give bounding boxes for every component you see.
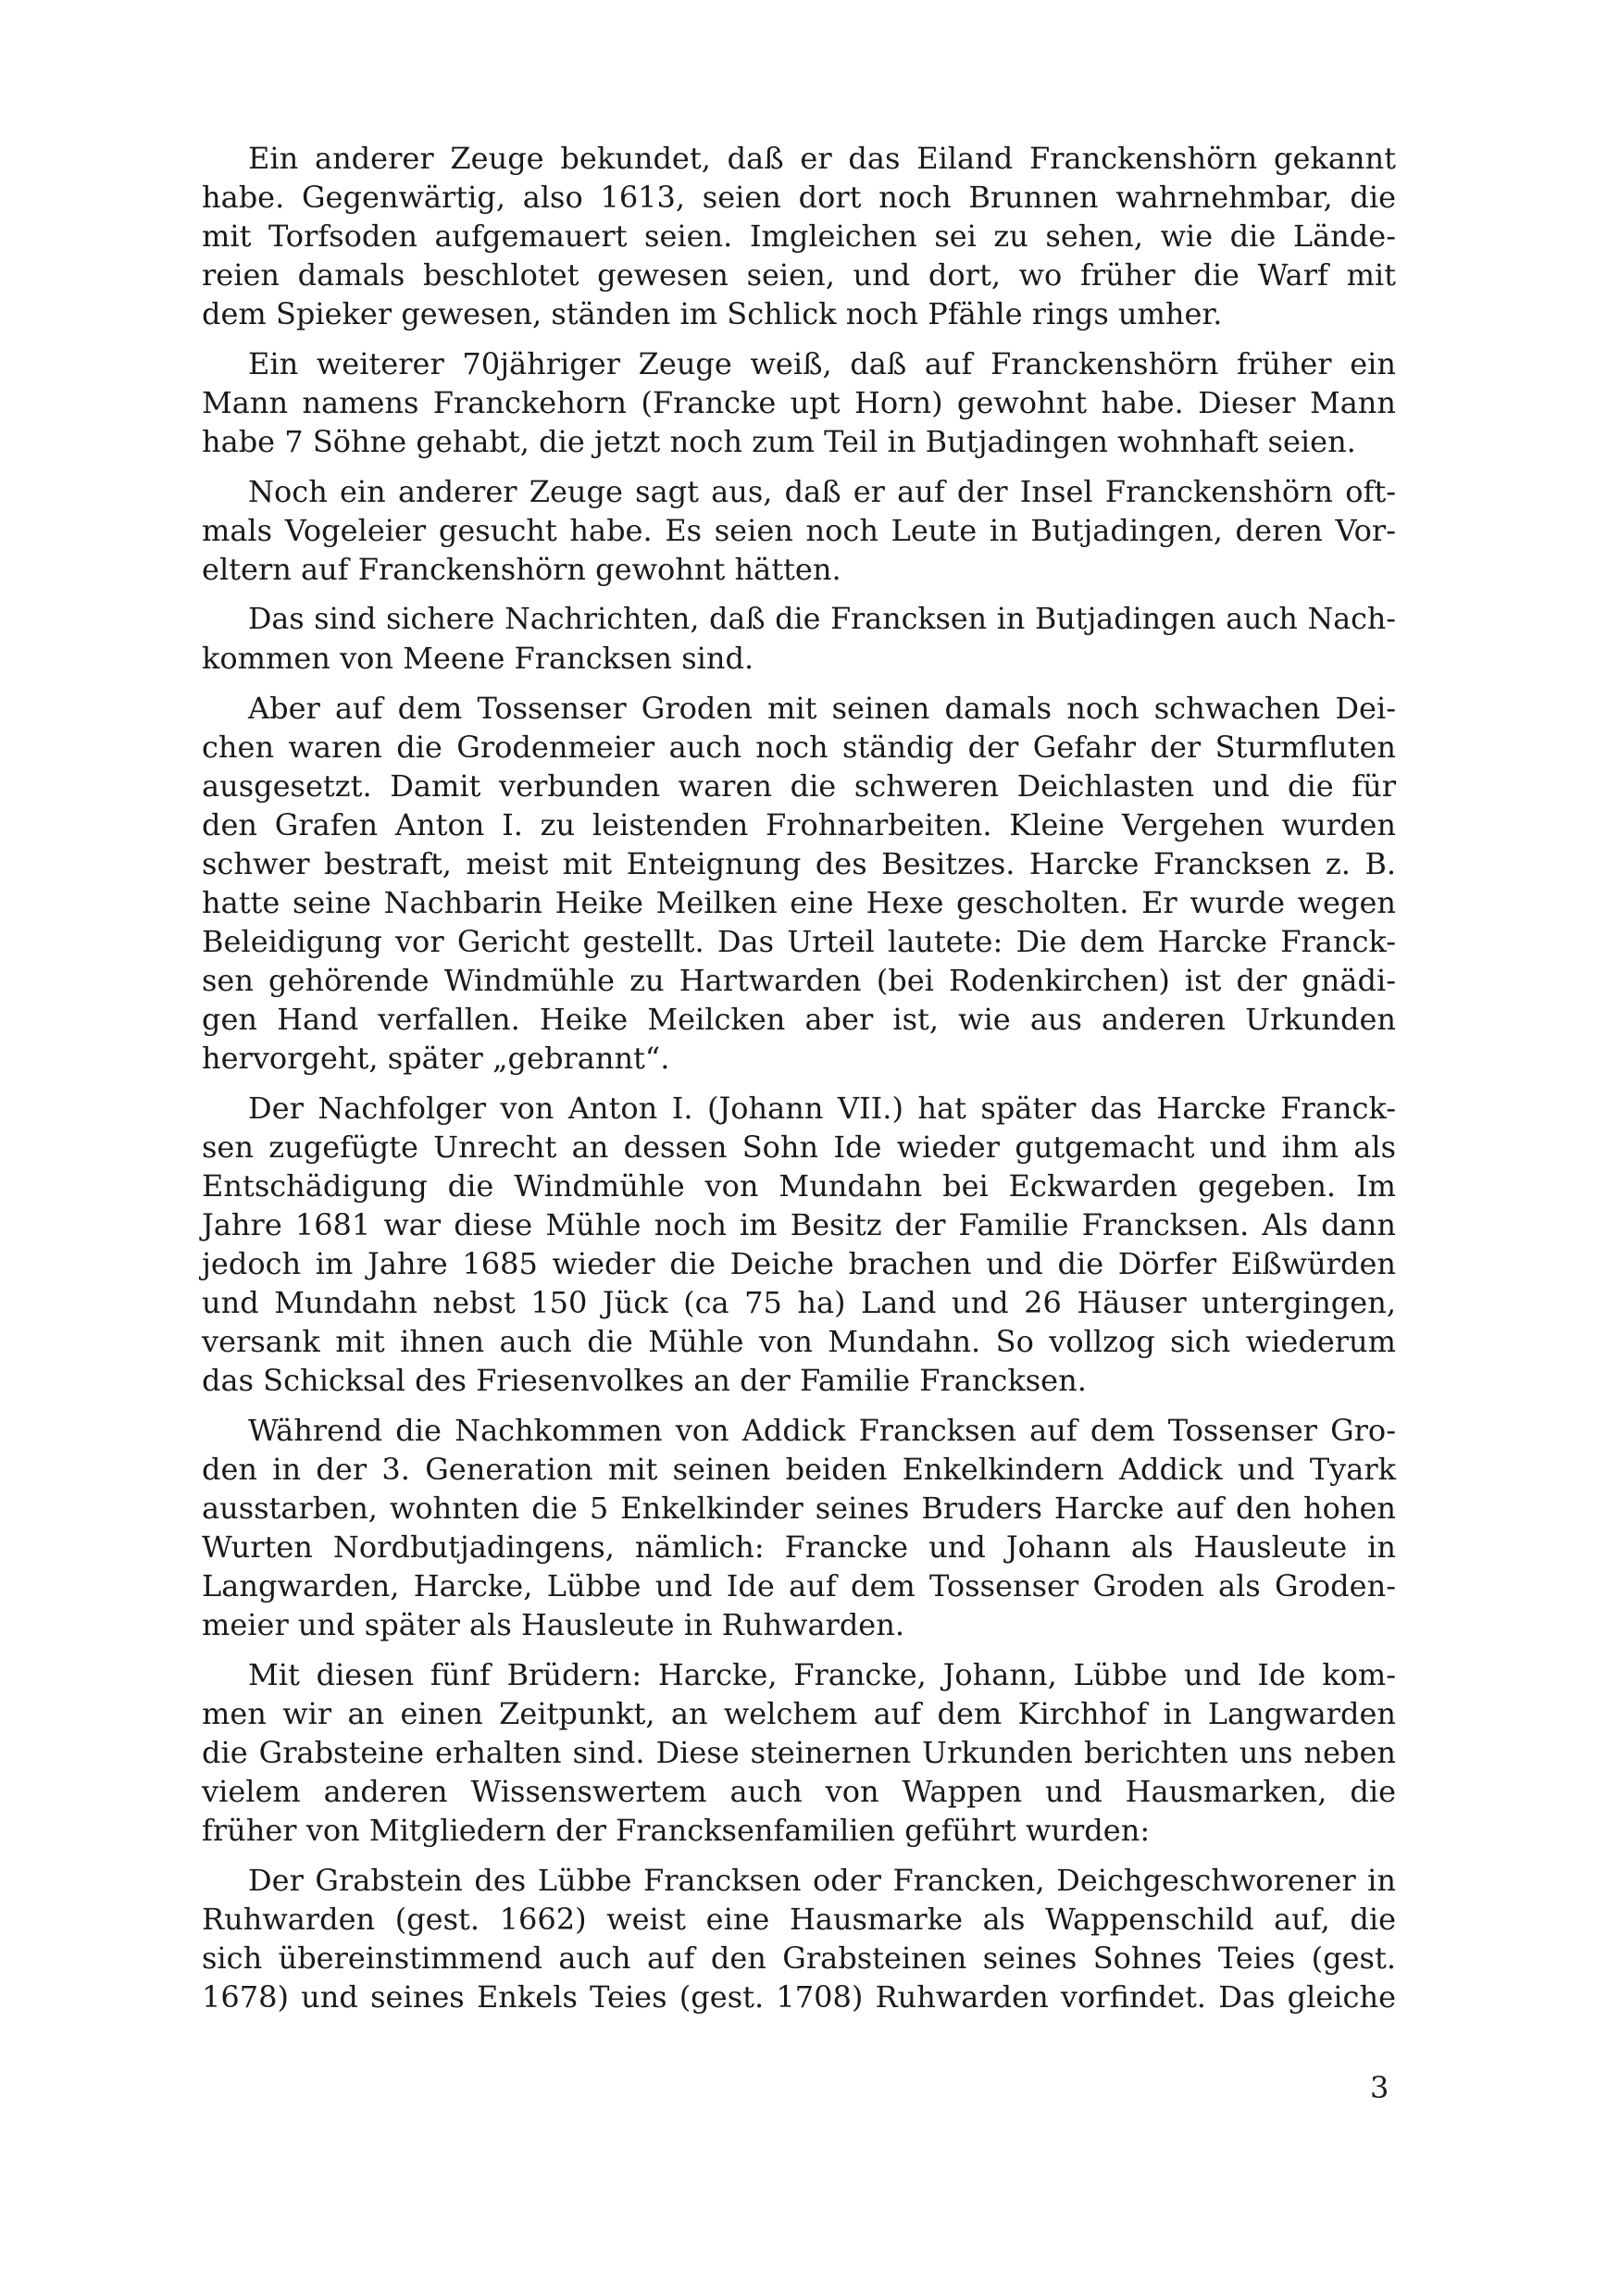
text-line: Ruhwarden (gest. 1662) weist eine Hausmarke als Wappenschild auf, die [202,1902,1396,1937]
text-line: dem Spieker gewesen, ständen im Schlick noch Pfähle rings umher. [202,296,1223,331]
text-line: 1678) und seines Enkels Teies (gest. 1708) Ruhwarden vorfindet. Das gleiche [202,1979,1396,2015]
text-line: schwer bestraft, meist mit Enteignung des Besitzes. Harcke Francksen z. B. [202,846,1396,881]
text-line: das Schicksal des Friesenvolkes an der Familie Francksen. [202,1363,1087,1398]
paragraph [202,1089,1396,1400]
text-line: Der Nachfolger von Anton I. (Johann VII.) hat später das Harcke Franck- [248,1091,1396,1126]
text-line: reien damals beschlotet gewesen seien, und dort, wo früher die Warf mit [202,257,1396,293]
text-line: Mann namens Franckehorn (Francke upt Horn) gewohnt habe. Dieser Mann [202,385,1396,420]
text-line: Noch ein anderer Zeuge sagt aus, daß er auf der Insel Franckenshörn oft- [248,474,1396,509]
text-line: Aber auf dem Tossenser Groden mit seinen damals noch schwachen Dei- [248,691,1396,726]
text-line: eltern auf Franckenshörn gewohnt hätten. [202,552,841,587]
text-line: meier und später als Hausleute in Ruhwarden. [202,1607,905,1642]
text-line: versank mit ihnen auch die Mühle von Mundahn. So vollzog sich wiederum [202,1324,1396,1359]
text-line: früher von Mitgliedern der Francksenfamilien geführt wurden: [202,1813,1151,1848]
text-line: Der Grabstein des Lübbe Francksen oder Francken, Deichgeschworener in [248,1863,1396,1898]
text-line: habe. Gegenwärtig, also 1613, seien dort noch Brunnen wahrnehmbar, die [202,180,1396,215]
text-line: kommen von Meene Francksen sind. [202,641,754,676]
text-line: gen Hand verfallen. Heike Meilcken aber ist, wie aus anderen Urkunden [202,1002,1396,1037]
text-line: sen zugefügte Unrecht an dessen Sohn Ide wieder gutgemacht und ihm als [202,1129,1396,1165]
text-line: Beleidigung vor Gericht gestellt. Das Urteil lautete: Die dem Harcke Franck- [202,924,1396,959]
text-line: ausgesetzt. Damit verbunden waren die schweren Deichlasten und die für [202,768,1396,804]
text-line: Entschädigung die Windmühle von Mundahn bei Eckwarden gegeben. Im [202,1168,1396,1204]
text-line: chen waren die Grodenmeier auch noch ständig der Gefahr der Sturmfluten [202,730,1396,765]
paragraph [202,139,1396,333]
page-number: 3 [1370,2070,1389,2105]
text-line: und Mundahn nebst 150 Jück (ca 75 ha) Land und 26 Häuser untergingen, [202,1285,1396,1320]
text-line: habe 7 Söhne gehabt, die jetzt noch zum Teil in Butjadingen wohnhaft seien. [202,424,1356,459]
text-line: hervorgeht, später „gebrannt“. [202,1041,670,1076]
text-line: die Grabsteine erhalten sind. Diese steinernen Urkunden berichten uns neben [202,1735,1396,1770]
paragraph [202,1655,1396,1850]
text-line: Während die Nachkommen von Addick Francksen auf dem Tossenser Gro- [248,1413,1396,1448]
body-text [202,139,1396,2016]
text-line: sich übereinstimmend auch auf den Grabsteinen seines Sohnes Teies (gest. [202,1940,1396,1976]
paragraph [202,1411,1396,1644]
text-line: Mit diesen fünf Brüdern: Harcke, Francke, Johann, Lübbe und Ide kom- [248,1657,1396,1692]
text-line: Das sind sichere Nachrichten, daß die Francksen in Butjadingen auch Nach- [248,603,1396,636]
text-line: mals Vogeleier gesucht habe. Es seien noch Leute in Butjadingen, deren Vor- [202,513,1396,548]
text-line: vielem anderen Wissenswertem auch von Wappen und Hausmarken, die [202,1774,1396,1809]
text-line: Ein anderer Zeuge bekundet, daß er das Eiland Franckenshörn gekannt [248,141,1396,176]
text-line: Ein weiterer 70jähriger Zeuge weiß, daß auf Franckenshörn früher ein [248,346,1396,381]
text-line: hatte seine Nachbarin Heike Meilken eine Hexe gescholten. Er wurde wegen [202,885,1396,920]
paragraph [202,1861,1396,2016]
paragraph [202,689,1396,1078]
text-line: den Grafen Anton I. zu leistenden Frohnarbeiten. Kleine Vergehen wurden [202,807,1396,842]
paragraph [202,472,1396,589]
text-line: men wir an einen Zeitpunkt, an welchem auf dem Kirchhof in Langwarden [202,1696,1396,1731]
text-line: Jahre 1681 war diese Mühle noch im Besitz der Familie Francksen. Als dann [202,1207,1396,1242]
text-line: Langwarden, Harcke, Lübbe und Ide auf dem Tossenser Groden als Groden- [202,1568,1396,1603]
text-line: sen gehörende Windmühle zu Hartwarden (bei Rodenkirchen) ist der gnädi- [202,963,1396,998]
text-line: ausstarben, wohnten die 5 Enkelkinder seines Bruders Harcke auf den hohen [202,1491,1396,1526]
paragraph [202,344,1396,461]
text-line: mit Torfsoden aufgemauert seien. Imgleichen sei zu sehen, wie die Lände- [202,218,1396,254]
text-line: jedoch im Jahre 1685 wieder die Deiche brachen und die Dörfer Eißwürden [202,1246,1396,1281]
text-line: Wurten Nordbutjadingens, nämlich: Francke und Johann als Hausleute in [202,1529,1396,1565]
paragraph [202,600,1396,678]
text-line: den in der 3. Generation mit seinen beiden Enkelkindern Addick und Tyark [202,1452,1396,1487]
